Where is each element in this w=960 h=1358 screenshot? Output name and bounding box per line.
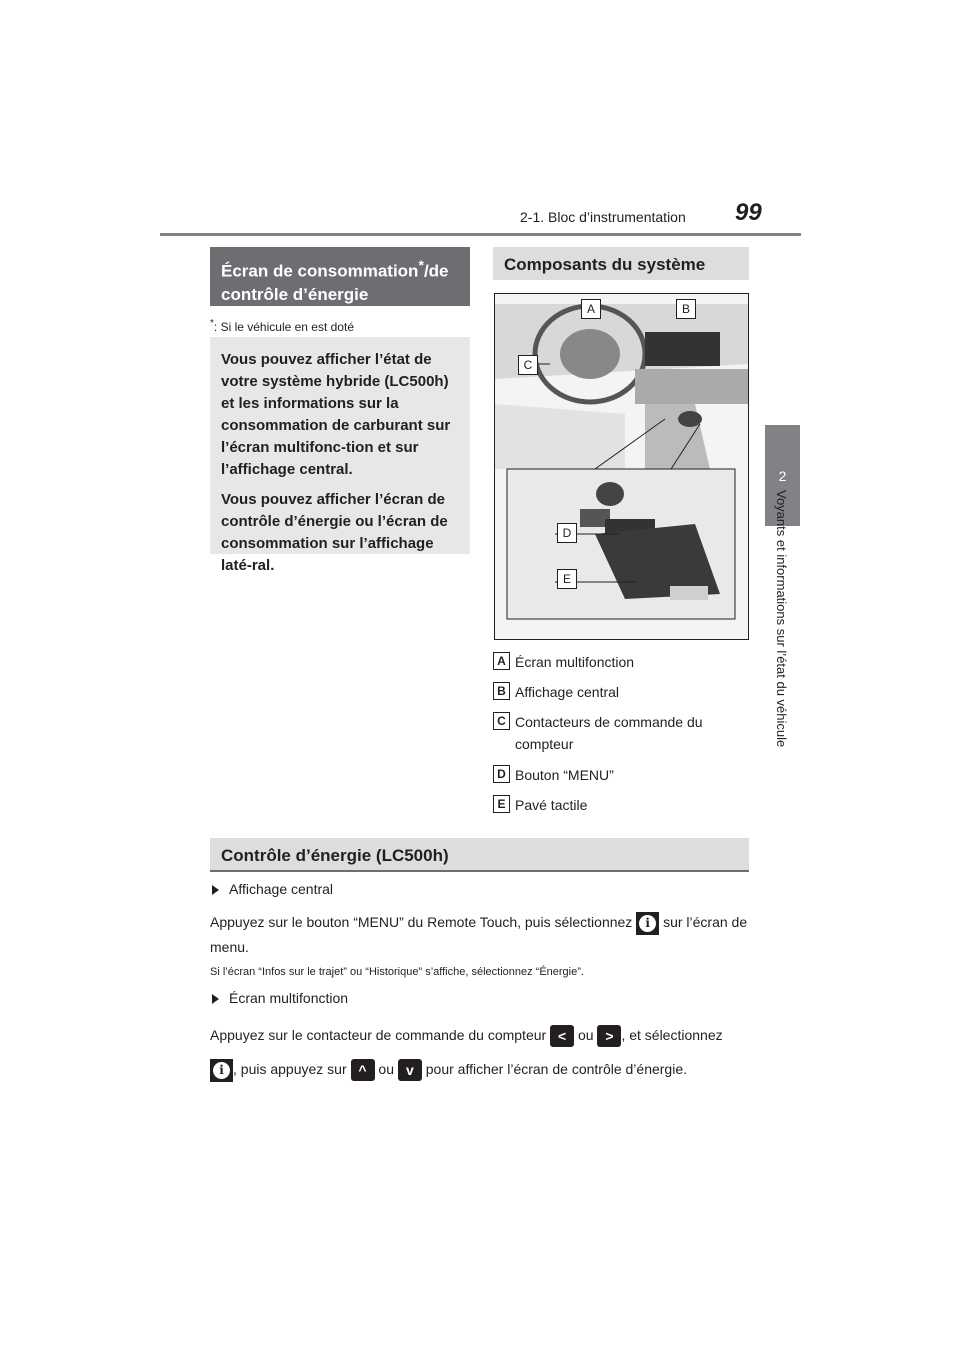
chapter-title: Voyants et informations sur l’état du véhicule: [774, 490, 789, 748]
legend-item: [493, 794, 740, 816]
consumption-heading: Écran de consommation*/de contrôle d’énergie: [210, 247, 470, 306]
subheading-multi: Écran multifonction: [212, 986, 348, 1010]
legend-text: Écran multifonction: [515, 654, 635, 670]
callout-d: D: [557, 523, 577, 543]
subheading-central: Affichage central: [212, 877, 333, 901]
paragraph-multi: Appuyez sur le contacteur de commande du compteur < ou > , et sélectionnez i , puis appuyez sur ^ ou v pour afficher l’écran de contrôle d’énergie.: [210, 1018, 760, 1086]
legend-text: Pavé tactile: [515, 797, 588, 813]
section-title: 2-1. Bloc d’instrumentation: [520, 209, 686, 225]
intro-paragraph-1: Vous pouvez afficher l’état de votre système hybride (LC500h) et les informations sur la consommation de carburant sur l’écran multifonc-tion et sur l’affichage central.: [221, 351, 451, 478]
chapter-title-vertical: [771, 490, 791, 773]
intro-paragraph-2: Vous pouvez afficher l’écran de contrôle d’énergie ou l’écran de consommation sur l’affichage laté-ral.: [221, 491, 448, 574]
legend-item: [493, 681, 740, 703]
callout-c: C: [518, 355, 538, 375]
chapter-number: 2: [778, 467, 787, 484]
down-arrow-icon: v: [398, 1059, 422, 1081]
callout-b: B: [676, 299, 696, 319]
dashboard-figure: [494, 293, 749, 640]
legend-item: [493, 651, 740, 673]
footnote: *: Si le véhicule en est doté: [210, 318, 354, 334]
header-rule: [160, 233, 801, 236]
legend-text: Bouton “MENU”: [515, 767, 614, 783]
triangle-bullet-icon: [212, 994, 219, 1004]
legend-key: A: [493, 652, 510, 670]
info-icon: i: [636, 912, 659, 935]
legend-key: C: [493, 712, 510, 730]
legend-text: Contacteurs de commande du compteur: [515, 714, 703, 752]
callout-e: E: [557, 569, 577, 589]
right-arrow-icon: >: [597, 1025, 621, 1047]
legend-text: Affichage central: [515, 684, 620, 700]
callout-a: A: [581, 299, 601, 319]
triangle-bullet-icon: [212, 885, 219, 895]
energy-heading: Contrôle d’énergie (LC500h): [210, 838, 749, 872]
legend-key: B: [493, 682, 510, 700]
dashboard-illustration: [495, 294, 748, 639]
legend-key: D: [493, 765, 510, 783]
left-arrow-icon: <: [550, 1025, 574, 1047]
info-icon: i: [210, 1059, 233, 1082]
legend-item: [493, 764, 740, 786]
intro-box: [210, 337, 470, 574]
components-heading: Composants du système: [493, 247, 749, 280]
page-number: 99: [735, 199, 762, 226]
up-arrow-icon: ^: [351, 1059, 375, 1081]
legend-key: E: [493, 795, 510, 813]
legend-item: [493, 711, 740, 755]
paragraph-central: Appuyez sur le bouton “MENU” du Remote Touch, puis sélectionnez i sur l’écran de menu.: [210, 910, 750, 959]
note-energy: Si l’écran “Infos sur le trajet” ou “Historique” s’affiche, sélectionnez “Énergie”.: [210, 966, 584, 978]
